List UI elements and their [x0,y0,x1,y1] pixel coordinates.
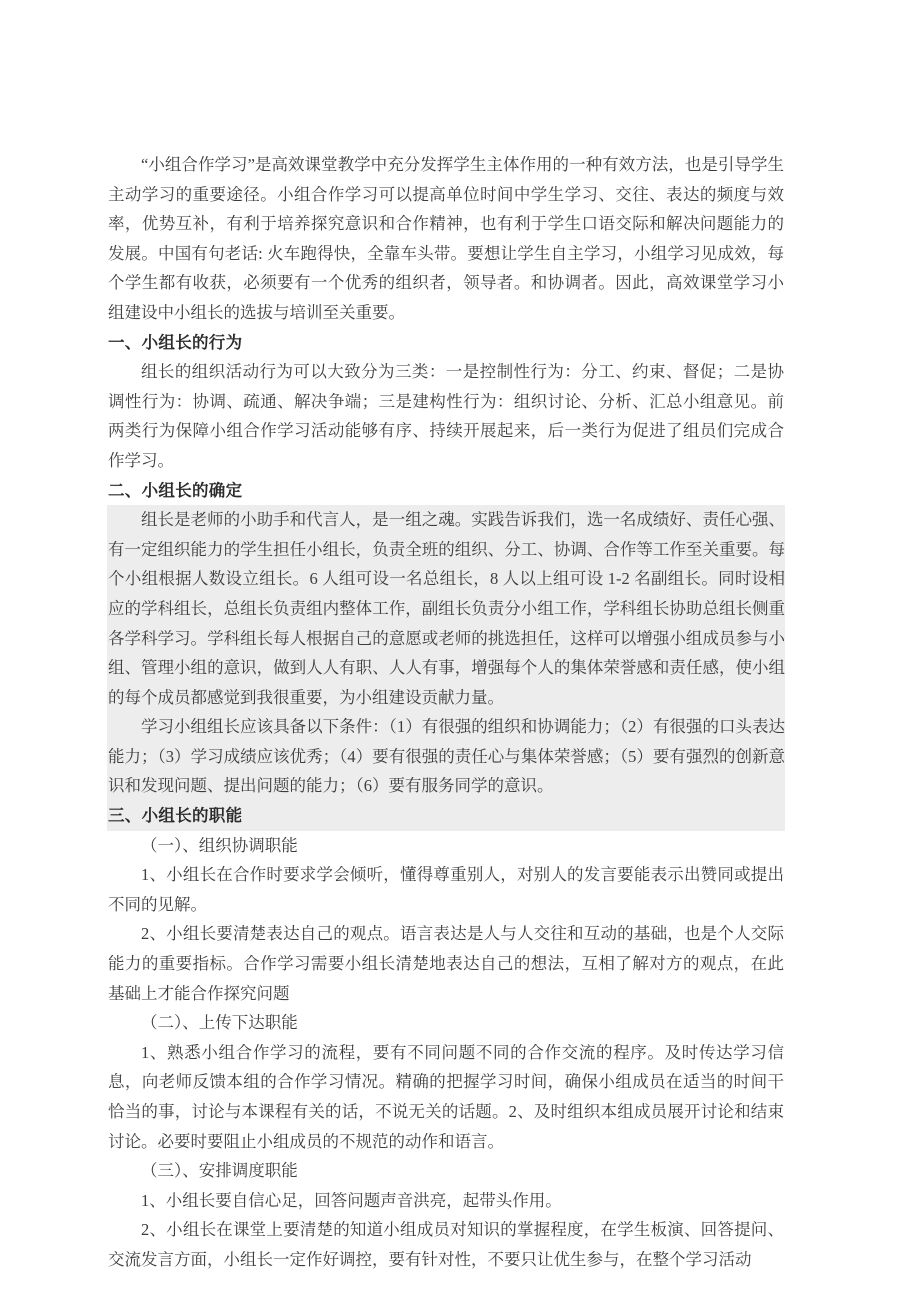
section-heading-1: 一、小组长的行为 [108,332,243,352]
section-2-body-1: 组长是老师的小助手和代言人，是一组之魂。实践告诉我们，选一名成绩好、责任心强、有一定组织能力的学生担任小组长，负责全班的组织、分工、协调、合作等工作至关重要。每个小组根据人数设立组长。6 人组可设一名总组长，8 人以上组可设 1-2 名副组长。同时设相应的学科组长，总组长负责组内整体工作，副组长负责分小组工作，学科组长协助总组长侧重各学科学习。学科组长每人根据自己的意愿或老师的挑选担任，这样可以增强小组成员参与小组、管理小组的意识，做到人人有职、人人有事，增强每个人的集体荣誉感和责任感，使小组的每个成员都感觉到我很重要，为小组建设贡献力量。 [108,510,785,707]
intro-paragraph: “小组合作学习”是高效课堂教学中充分发挥学生主体作用的一种有效方法，也是引导学生主动学习的重要途径。小组合作学习可以提高单位时间中学生学习、交往、表达的频度与效率，优势互补，有利于培养探究意识和合作精神，也有利于学生口语交际和解决问题能力的发展。中国有句老话: 火车跑得快，全靠车头带。要想让学生自主学习，小组学习见成效，每个学生都有收获，必须要有一个优秀的组织者，领导者。和协调者。因此，高效课堂学习小组建设中小组长的选拔与培训至关重要。 [108,155,784,322]
subsection-heading-3: （三）、安排调度职能 [141,1161,298,1181]
section-2-body-2: 学习小组组长应该具备以下条件：（1）有很强的组织和协调能力；（2）有很强的口头表达能力；（3）学习成绩应该优秀；（4）要有很强的责任心与集体荣誉感；（5）要有强烈的创新意识和发现问题、提出问题的能力；（6）要有服务同学的意识。 [108,717,785,796]
subsection-heading-1: （一）、组织协调职能 [141,835,298,855]
subsection-3-item-2: 2、小组长在课堂上要清楚的知道小组成员对知识的掌握程度，在学生板演、回答提问、交流发言方面，小组长一定作好调控，要有针对性，不要只让优生参与，在整个学习活动 [108,1220,784,1269]
subsection-1-item-2: 2、小组长要清楚表达自己的观点。语言表达是人与人交往和互动的基础，也是个人交际能力的重要指标。合作学习需要小组长清楚地表达自己的想法，互相了解对方的观点，在此基础上才能合作探究问题 [108,924,784,1003]
subsection-3-item-1: 1、小组长要自信心足，回答问题声音洪亮，起带头作用。 [141,1190,562,1210]
section-heading-3: 三、小组长的职能 [108,806,243,826]
subsection-1-item-1: 1、小组长在合作时要求学会倾听，懂得尊重别人，对别人的发言要能表示出赞同或提出不同的见解。 [108,865,784,914]
document-content [108,118,784,1275]
section-1-body: 组长的组织活动行为可以大致分为三类：一是控制性行为：分工、约束、督促；二是协调性行为：协调、疏通、解决争端；三是建构性行为：组织讨论、分析、汇总小组意见。前两类行为保障小组合作学习活动能够有序、持续开展起来，后一类行为促进了组员们完成合作学习。 [108,362,784,470]
section-heading-2: 二、小组长的确定 [108,480,243,500]
subsection-heading-2: （二）、上传下达职能 [141,1013,298,1033]
highlighted-region [107,505,785,831]
subsection-2-item-1: 1、熟悉小组合作学习的流程，要有不同问题不同的合作交流的程序。及时传达学习信息，向老师反馈本组的合作学习情况。精确的把握学习时间，确保小组成员在适当的时间干恰当的事，讨论与本课程有关的话，不说无关的话题。2、及时组织本组成员展开讨论和结束讨论。必要时要阻止小组成员的不规范的动作和语言。 [108,1042,784,1151]
